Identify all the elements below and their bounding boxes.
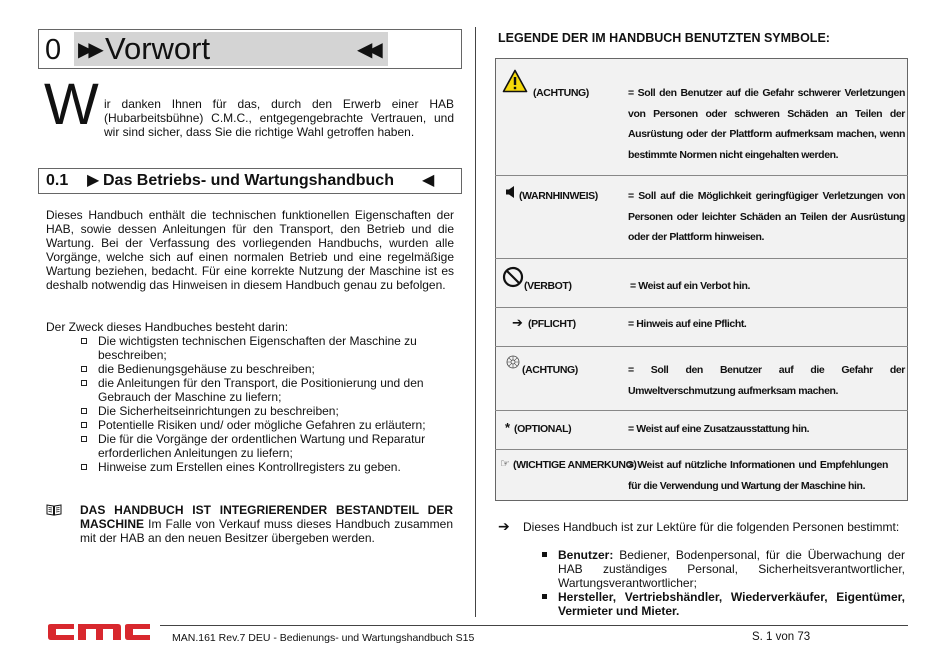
triangle-left-icon: ◀	[422, 172, 435, 189]
warning-triangle-icon	[502, 69, 528, 98]
legend-description: = Soll den Benutzer auf die Gefahr schwerer Verletzungen von Personen oder schweren Schäden an Teilen der Ausrüstung oder der Plattform aufmerksam machen, wenn bestimmte Normen nicht eingehalten werden.	[628, 87, 905, 161]
chapter-title: Vorwort	[105, 31, 211, 66]
arrow-icon: ➔	[512, 315, 523, 330]
section-number: 0.1	[46, 172, 69, 189]
checkbox-bullet-icon	[81, 464, 87, 470]
list-item: die Bedienungsgehäuse zu beschreiben;	[80, 362, 450, 376]
legend-label: (PFLICHT)	[528, 318, 576, 330]
purpose-list	[80, 334, 450, 474]
legend-description: = Hinweis auf eine Pflicht.	[628, 318, 747, 330]
double-arrow-right-icon: ▶▶	[78, 39, 99, 61]
checkbox-bullet-icon	[81, 366, 87, 372]
legend-label: (ACHTUNG)	[533, 87, 589, 99]
speaker-icon	[505, 185, 517, 204]
cmc-logo	[46, 620, 150, 642]
triangle-right-icon: ▶	[87, 172, 100, 189]
list-item: Die Sicherheitseinrichtungen zu beschreiben;	[80, 404, 450, 418]
manual-note-bold: DAS HANDBUCH IST INTEGRIERENDER BESTANDTEIL DER MASCHINE	[80, 503, 453, 531]
footer-rule	[160, 625, 908, 626]
legend-title: LEGENDE DER IM HANDBUCH BENUTZTEN SYMBOLE:	[498, 31, 830, 45]
double-arrow-left-icon: ◀◀	[357, 39, 378, 61]
readers-list	[540, 548, 905, 618]
legend-row-divider	[495, 410, 908, 411]
square-bullet-icon	[542, 552, 547, 557]
column-divider	[475, 27, 476, 617]
manual-note-text: Im Falle von Verkauf muss dieses Handbuch zusammen mit der HAB an den neuen Besitzer übergeben werden.	[80, 517, 453, 545]
environment-icon	[506, 355, 520, 374]
footer-document-id: MAN.161 Rev.7 DEU - Bedienungs- und Wartungshandbuch S15	[172, 632, 475, 644]
drop-cap: W	[44, 72, 99, 137]
readers-intro: Dieses Handbuch ist zur Lektüre für die folgenden Personen bestimmt:	[523, 520, 900, 534]
legend-label: (WICHTIGE ANMERKUNG)	[513, 459, 637, 471]
paragraph-description: Dieses Handbuch enthält die technischen funktionellen Eigenschaften der HAB, sowie dessen Anleitungen für den Transport, den Betrieb und die Wartung. Bei der Verfassung des vorliegenden Handbuchs, wurden alle Vorgänge, welche sich auf einen normalen Betrieb und eine regelmäßige Wartung beziehen, bedacht. Für eine korrekte Nutzung der Maschine ist es deshalb notwendig das Hinweisen in diesem Handbuch genau zu befolgen.	[46, 208, 454, 292]
legend-row-divider	[495, 449, 908, 450]
intro-text: ir danken Ihnen für das, durch den Erwerb einer HAB (Hubarbeitsbühne) C.M.C., entgegengebrachte Vertrauen, und wir sind sicher, dass Sie die richtige Wahl getroffen haben.	[104, 97, 454, 139]
legend-row-divider	[495, 346, 908, 347]
legend-description: = Weist auf nützliche Informationen und Empfehlungen für die Verwendung und Wartung der Maschine hin.	[628, 459, 888, 492]
list-item: Hersteller, Vertriebshändler, Wiederverkäufer, Eigentümer, Vermieter und Mieter.	[540, 590, 905, 618]
prohibited-icon	[502, 266, 524, 293]
list-item: Die wichtigsten technischen Eigenschaften der Maschine zu beschreiben;	[80, 334, 450, 362]
legend-description: = Weist auf ein Verbot hin.	[630, 280, 750, 292]
checkbox-bullet-icon	[81, 338, 87, 344]
checkbox-bullet-icon	[81, 436, 87, 442]
checkbox-bullet-icon	[81, 380, 87, 386]
list-item: Benutzer: Bediener, Bodenpersonal, für die Überwachung der HAB zuständiges Personal, Sicherheitsverantwortlicher, Wartungsverantwortlicher;	[540, 548, 905, 590]
asterisk-icon: *	[505, 420, 511, 435]
legend-row-divider	[495, 175, 908, 176]
legend-label: (VERBOT)	[524, 280, 572, 292]
square-bullet-icon	[542, 594, 547, 599]
legend-description: = Weist auf eine Zusatzausstattung hin.	[628, 423, 810, 435]
chapter-number: 0	[45, 34, 62, 66]
checkbox-bullet-icon	[81, 422, 87, 428]
list-item: Potentielle Risiken und/ oder mögliche Gefahren zu erläutern;	[80, 418, 450, 432]
checkbox-bullet-icon	[81, 408, 87, 414]
legend-label: (OPTIONAL)	[514, 423, 572, 435]
page-number: S. 1 von 73	[752, 631, 811, 643]
section-title: Das Betriebs- und Wartungshandbuch	[103, 172, 394, 189]
list-item: Hinweise zum Erstellen eines Kontrollregisters zu geben.	[80, 460, 450, 474]
legend-row-divider	[495, 307, 908, 308]
legend-label: (WARNHINWEIS)	[519, 190, 598, 202]
manual-note	[80, 503, 453, 545]
list-item: Die für die Vorgänge der ordentlichen Wartung und Reparatur erforderlichen Anleitungen zu liefern;	[80, 432, 450, 460]
legend-row-divider	[495, 258, 908, 259]
paragraph-purpose: Der Zweck dieses Handbuches besteht darin:	[46, 320, 289, 334]
list-item: die Anleitungen für den Transport, die Positionierung und den Gebrauch der Maschine zu liefern;	[80, 376, 450, 404]
arrow-right-icon: ➔	[498, 518, 510, 534]
legend-description: = Soll auf die Möglichkeit geringfügiger Verletzungen von Personen oder leichter Schäden an Teilen der Ausrüstung oder der Plattform hinweisen.	[628, 190, 905, 243]
book-icon	[46, 503, 62, 519]
legend-label: (ACHTUNG)	[522, 364, 578, 376]
pointing-hand-icon: ☞	[500, 458, 510, 470]
legend-description: = Soll den Benutzer auf die Gefahr der Umweltverschmutzung aufmerksam machen.	[628, 364, 905, 397]
